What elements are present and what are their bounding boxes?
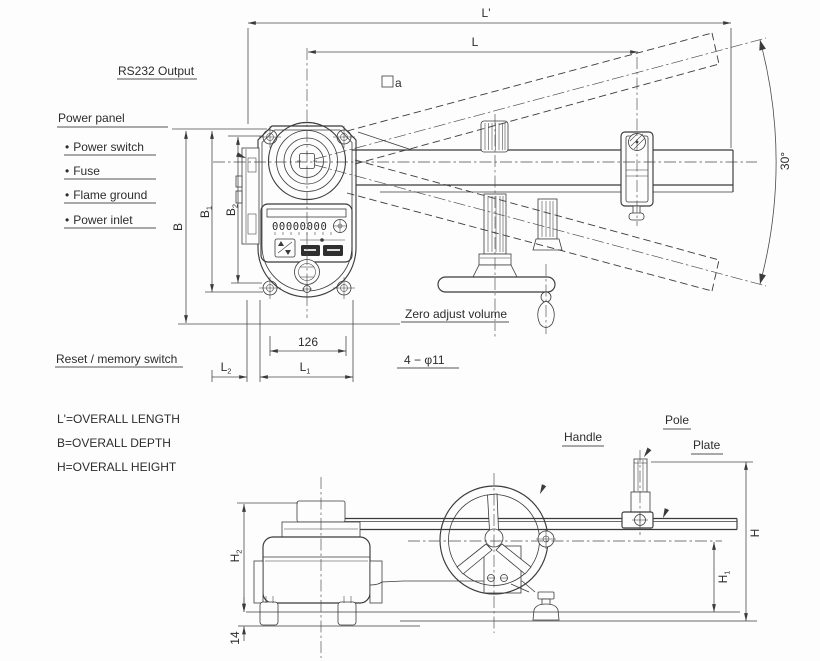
base-housing-side [254,501,522,625]
svg-text:Pole: Pole [665,413,690,427]
dim-label-angle: 30° [778,151,792,171]
clamp-side [622,512,653,528]
dim-label-h: H [748,528,762,538]
dim-label-b1: $B_1$ [198,205,214,219]
power-panel-housing [236,148,259,244]
side-view [228,413,762,658]
list-item: • Power switch [65,140,144,154]
dim-label-b: B [171,222,185,232]
dim-label-b2: $B_2$ [224,203,240,217]
dim-label-h1: $H_1$ [716,570,732,584]
list-item: • Power inlet [65,213,133,227]
swing-arc [759,40,776,284]
digital-display: 00000000 [272,221,328,233]
power-panel-list [64,140,156,228]
top-view [55,6,792,382]
dim-label-h2: $H_2$ [228,549,244,563]
foot-pad-right [338,602,356,625]
wheel-bracket-foot [522,581,559,620]
dim-label-14: 14 [228,631,242,645]
svg-text:Power panel: Power panel [58,111,125,125]
svg-text:Plate: Plate [693,438,721,452]
legend-line-overall-depth: B=OVERALL DEPTH [57,436,171,450]
foot-pad-left [260,602,278,625]
svg-text:Zero adjust volume: Zero adjust volume [405,307,508,321]
svg-text:4 − φ11: 4 − φ11 [404,353,445,367]
callout-handle [540,430,604,494]
callout-square-a [336,76,402,130]
dim-h [651,462,753,621]
square-symbol [382,76,393,87]
svg-text:RS232 Output: RS232 Output [118,64,195,78]
list-item: • Fuse [65,164,100,178]
centerlines-side-view [321,450,722,658]
wheel-spoke-up [488,494,499,530]
svg-text:a: a [395,76,402,90]
rail-side-view [345,519,737,530]
dim-label-l2: $L_2$ [220,360,232,376]
svg-text:Reset / memory switch: Reset / memory switch [56,352,178,366]
callout-rs232 [117,64,266,133]
dim-label-l: L [471,35,479,49]
dim-label-l1: $L_1$ [299,360,311,376]
legend [57,412,180,474]
svg-text:Handle: Handle [564,430,603,444]
dim-label-126: 126 [297,335,319,349]
legend-line-overall-length: L'=OVERALL LENGTH [57,412,180,426]
callout-holes [349,292,459,368]
dim-label-l-prime: L' [481,6,491,20]
callout-reset-memory [55,287,304,367]
legend-line-overall-height: H=OVERALL HEIGHT [57,460,177,474]
ground-lines [238,612,757,626]
pole-side [631,459,650,513]
callout-pole [644,413,691,457]
callout-plate [663,438,723,518]
list-item: • Flame ground [65,188,148,202]
dim-bottom-group [212,300,353,382]
